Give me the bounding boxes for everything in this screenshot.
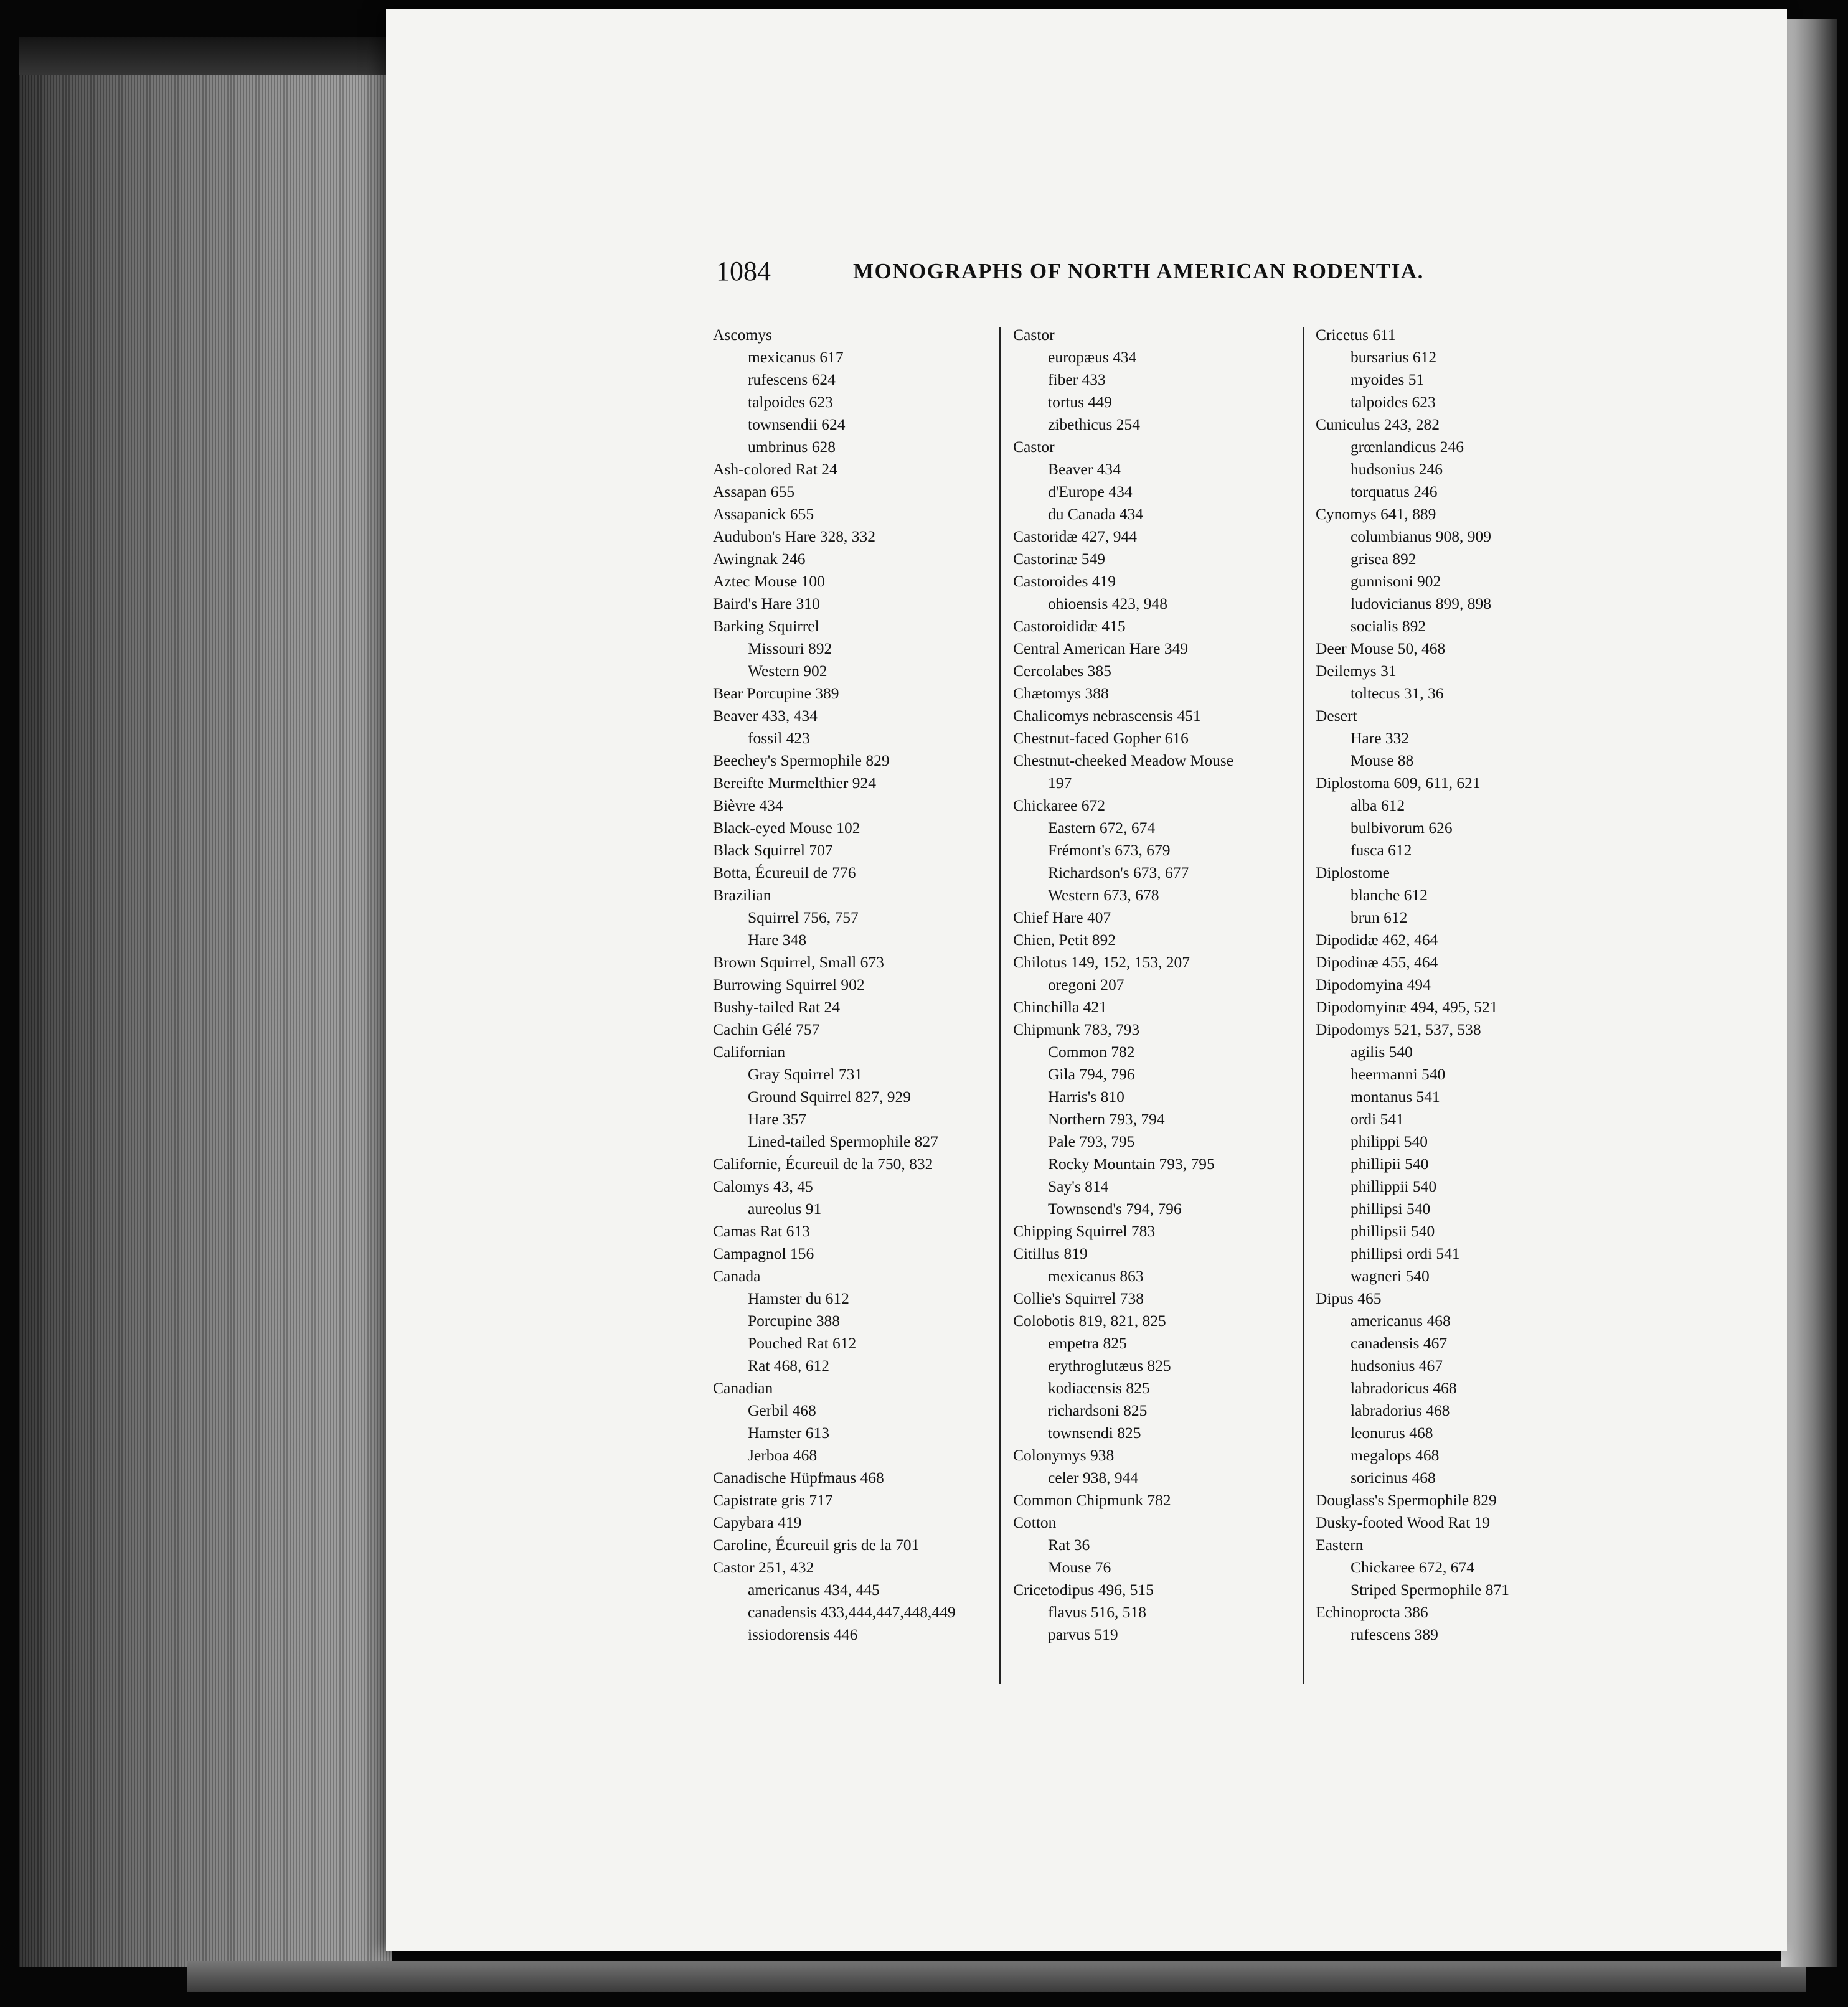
index-entry: Chipping Squirrel 783: [1013, 1222, 1156, 1240]
index-subentry: phillipsii 540: [1351, 1222, 1435, 1240]
index-entry: Dusky-footed Wood Rat 19: [1316, 1513, 1491, 1531]
index-subentry: socialis 892: [1351, 617, 1426, 635]
index-subentry: americanus 468: [1351, 1312, 1451, 1330]
index-subentry: alba 612: [1351, 796, 1405, 814]
index-subentry: Rocky Mountain 793, 795: [1048, 1155, 1215, 1173]
index-entry: Dipodidæ 462, 464: [1316, 931, 1438, 949]
index-subentry: Gray Squirrel 731: [748, 1065, 863, 1083]
index-subentry: grœnlandicus 246: [1351, 438, 1464, 456]
index-subentry: rufescens 624: [748, 370, 836, 388]
index-entry: Chalicomys nebrascensis 451: [1013, 707, 1201, 725]
index-subentry: bulbivorum 626: [1351, 819, 1453, 837]
index-subentry: Hare 332: [1351, 729, 1410, 747]
index-entry: Capistrate gris 717: [713, 1491, 833, 1509]
index-entry: Burrowing Squirrel 902: [713, 975, 865, 994]
index-entry: Beechey's Spermophile 829: [713, 751, 890, 769]
index-subentry: ordi 541: [1351, 1110, 1404, 1128]
index-subentry: canadensis 467: [1351, 1334, 1448, 1352]
index-entry: Colobotis 819, 821, 825: [1013, 1312, 1166, 1330]
index-subentry: richardsoni 825: [1048, 1401, 1148, 1419]
index-subentry: Pale 793, 795: [1048, 1132, 1135, 1150]
index-entry: Common Chipmunk 782: [1013, 1491, 1171, 1509]
index-entry: Chilotus 149, 152, 153, 207: [1013, 953, 1190, 971]
index-subentry: umbrinus 628: [748, 438, 836, 456]
index-entry: Castor: [1013, 438, 1055, 456]
index-subentry: Harris's 810: [1048, 1088, 1124, 1106]
page-number: 1084: [716, 256, 771, 286]
index-subentry: hudsonius 246: [1351, 460, 1443, 478]
index-subentry: myoides 51: [1351, 370, 1425, 388]
index-subentry: fiber 433: [1048, 370, 1106, 388]
index-entry: Capybara 419: [713, 1513, 802, 1531]
index-subentry: 197: [1048, 774, 1072, 792]
index-entry: Castoroides 419: [1013, 572, 1116, 590]
index-subentry: townsendi 825: [1048, 1424, 1141, 1442]
index-entry: Black-eyed Mouse 102: [713, 819, 860, 837]
index-column-2: [1013, 324, 1312, 1646]
index-subentry: du Canada 434: [1048, 505, 1143, 523]
running-title: MONOGRAPHS OF NORTH AMERICAN RODENTIA.: [853, 259, 1424, 283]
index-subentry: aureolus 91: [748, 1200, 822, 1218]
index-entry: Dipus 465: [1316, 1289, 1382, 1307]
index-subentry: Gila 794, 796: [1048, 1065, 1135, 1083]
index-subentry: Frémont's 673, 679: [1048, 841, 1171, 859]
index-entry: Brown Squirrel, Small 673: [713, 953, 884, 971]
index-entry: Dipodomyina 494: [1316, 975, 1431, 994]
index-subentry: Western 902: [748, 662, 827, 680]
index-entry: Desert: [1316, 707, 1357, 725]
index-entry: Dipodomyinæ 494, 495, 521: [1316, 998, 1498, 1016]
index-entry: Collie's Squirrel 738: [1013, 1289, 1144, 1307]
index-entry: Chestnut-cheeked Meadow Mouse: [1013, 751, 1234, 769]
index-subentry: Missouri 892: [748, 639, 832, 657]
index-subentry: blanche 612: [1351, 886, 1428, 904]
index-subentry: flavus 516, 518: [1048, 1603, 1146, 1621]
index-entry: Diplostoma 609, 611, 621: [1316, 774, 1481, 792]
index-subentry: Hamster du 612: [748, 1289, 849, 1307]
index-subentry: Eastern 672, 674: [1048, 819, 1156, 837]
index-subentry: ohioensis 423, 948: [1048, 595, 1167, 613]
index-entry: Black Squirrel 707: [713, 841, 833, 859]
index-subentry: Western 673, 678: [1048, 886, 1159, 904]
index-entry: Bear Porcupine 389: [713, 684, 839, 702]
index-subentry: Say's 814: [1048, 1177, 1109, 1195]
index-entry: Caroline, Écureuil gris de la 701: [713, 1536, 920, 1554]
index-entry: Cricetodipus 496, 515: [1013, 1581, 1154, 1599]
index-subentry: phillipsi 540: [1351, 1200, 1431, 1218]
index-subentry: philippi 540: [1351, 1132, 1428, 1150]
index-subentry: Rat 36: [1048, 1536, 1090, 1554]
index-subentry: grisea 892: [1351, 550, 1417, 568]
index-subentry: fossil 423: [748, 729, 810, 747]
index-entry: Dipodomys 521, 537, 538: [1316, 1020, 1481, 1038]
index-column-1: [713, 324, 1012, 1646]
index-entry: Campagnol 156: [713, 1244, 814, 1262]
index-entry: Aztec Mouse 100: [713, 572, 825, 590]
index-entry: Canada: [713, 1267, 761, 1285]
index-entry: Californian: [713, 1043, 786, 1061]
index-subentry: talpoides 623: [748, 393, 833, 411]
index-subentry: issiodorensis 446: [748, 1625, 858, 1643]
index-subentry: talpoides 623: [1351, 393, 1436, 411]
book-page-edges: [19, 75, 392, 1967]
index-subentry: empetra 825: [1048, 1334, 1127, 1352]
index-subentry: heermanni 540: [1351, 1065, 1446, 1083]
index-entry: Douglass's Spermophile 829: [1316, 1491, 1497, 1509]
index-subentry: columbianus 908, 909: [1351, 527, 1491, 545]
index-subentry: Squirrel 756, 757: [748, 908, 859, 926]
index-subentry: torquatus 246: [1351, 482, 1438, 501]
index-entry: Calomys 43, 45: [713, 1177, 813, 1195]
index-subentry: soricinus 468: [1351, 1469, 1436, 1487]
book-bottom-edge: [187, 1961, 1806, 1992]
index-subentry: Ground Squirrel 827, 929: [748, 1088, 912, 1106]
index-subentry: Beaver 434: [1048, 460, 1121, 478]
index-subentry: parvus 519: [1048, 1625, 1118, 1643]
index-subentry: phillipsi ordi 541: [1351, 1244, 1460, 1262]
index-subentry: zibethicus 254: [1048, 415, 1141, 433]
index-subentry: labradorius 468: [1351, 1401, 1450, 1419]
index-subentry: mexicanus 617: [748, 348, 844, 366]
index-entry: Castor 251, 432: [713, 1558, 814, 1576]
index-entry: Central American Hare 349: [1013, 639, 1189, 657]
index-entry: Ascomys: [713, 326, 772, 344]
index-subentry: americanus 434, 445: [748, 1581, 880, 1599]
index-subentry: d'Europe 434: [1048, 482, 1133, 501]
index-subentry: leonurus 468: [1351, 1424, 1433, 1442]
index-entry: Castor: [1013, 326, 1055, 344]
index-subentry: Porcupine 388: [748, 1312, 841, 1330]
index-entry: Canadische Hüpfmaus 468: [713, 1469, 884, 1487]
index-subentry: bursarius 612: [1351, 348, 1437, 366]
page-header: [716, 255, 1482, 293]
index-entry: Castoroididæ 415: [1013, 617, 1126, 635]
index-entry: Diplostome: [1316, 863, 1390, 881]
index-subentry: Mouse 88: [1351, 751, 1414, 769]
index-entry: Deer Mouse 50, 468: [1316, 639, 1446, 657]
index-entry: Cynomys 641, 889: [1316, 505, 1436, 523]
index-entry: Citillus 819: [1013, 1244, 1088, 1262]
index-subentry: Jerboa 468: [748, 1446, 818, 1464]
index-entry: Chien, Petit 892: [1013, 931, 1116, 949]
index-entry: Bushy-tailed Rat 24: [713, 998, 840, 1016]
index-subentry: megalops 468: [1351, 1446, 1440, 1464]
index-subentry: Lined-tailed Spermophile 827: [748, 1132, 938, 1150]
index-subentry: Townsend's 794, 796: [1048, 1200, 1182, 1218]
index-subentry: agilis 540: [1351, 1043, 1413, 1061]
index-entry: Cotton: [1013, 1513, 1057, 1531]
index-subentry: wagneri 540: [1351, 1267, 1430, 1285]
index-entry: Cuniculus 243, 282: [1316, 415, 1440, 433]
index-subentry: labradoricus 468: [1351, 1379, 1457, 1397]
index-subentry: kodiacensis 825: [1048, 1379, 1150, 1397]
index-subentry: Striped Spermophile 871: [1351, 1581, 1509, 1599]
index-entry: Castorinæ 549: [1013, 550, 1106, 568]
index-entry: Bièvre 434: [713, 796, 783, 814]
index-entry: Deilemys 31: [1316, 662, 1397, 680]
index-subentry: mexicanus 863: [1048, 1267, 1144, 1285]
index-entry: Bereifte Murmelthier 924: [713, 774, 876, 792]
index-entry: Chinchilla 421: [1013, 998, 1107, 1016]
index-entry: Canadian: [713, 1379, 773, 1397]
index-entry: Ash-colored Rat 24: [713, 460, 837, 478]
index-subentry: phillippii 540: [1351, 1177, 1437, 1195]
index-entry: Botta, Écureuil de 776: [713, 863, 856, 881]
index-entry: Eastern: [1316, 1536, 1364, 1554]
index-subentry: montanus 541: [1351, 1088, 1440, 1106]
index-subentry: celer 938, 944: [1048, 1469, 1139, 1487]
index-subentry: Hare 357: [748, 1110, 807, 1128]
index-subentry: oregoni 207: [1048, 975, 1124, 994]
index-subentry: europæus 434: [1048, 348, 1137, 366]
column-rule: [999, 327, 1001, 1684]
index-entry: Chickaree 672: [1013, 796, 1105, 814]
index-entry: Cricetus 611: [1316, 326, 1396, 344]
index-subentry: townsendii 624: [748, 415, 846, 433]
index-subentry: rufescens 389: [1351, 1625, 1438, 1643]
index-entry: Cachin Gélé 757: [713, 1020, 820, 1038]
index-entry: Camas Rat 613: [713, 1222, 810, 1240]
right-page-shadow: [1781, 19, 1837, 1967]
index-entry: Brazilian: [713, 886, 771, 904]
index-subentry: Northern 793, 794: [1048, 1110, 1165, 1128]
index-subentry: fusca 612: [1351, 841, 1412, 859]
index-subentry: Pouched Rat 612: [748, 1334, 857, 1352]
index-subentry: hudsonius 467: [1351, 1356, 1443, 1375]
index-subentry: canadensis 433,444,447,448,449: [748, 1603, 956, 1621]
index-entry: Assapan 655: [713, 482, 795, 501]
index-entry: Baird's Hare 310: [713, 595, 820, 613]
index-subentry: Chickaree 672, 674: [1351, 1558, 1474, 1576]
column-rule: [1303, 327, 1304, 1684]
index-subentry: Gerbil 468: [748, 1401, 816, 1419]
index-subentry: erythroglutæus 825: [1048, 1356, 1171, 1375]
index-subentry: tortus 449: [1048, 393, 1112, 411]
index-entry: Assapanick 655: [713, 505, 814, 523]
index-subentry: Mouse 76: [1048, 1558, 1111, 1576]
index-entry: Chief Hare 407: [1013, 908, 1111, 926]
index-entry: Colonymys 938: [1013, 1446, 1115, 1464]
index-subentry: Common 782: [1048, 1043, 1135, 1061]
index-subentry: phillipii 540: [1351, 1155, 1429, 1173]
index-entry: Cercolabes 385: [1013, 662, 1111, 680]
index-entry: Chestnut-faced Gopher 616: [1013, 729, 1189, 747]
index-subentry: brun 612: [1351, 908, 1408, 926]
index-entry: Californie, Écureuil de la 750, 832: [713, 1155, 933, 1173]
index-entry: Beaver 433, 434: [713, 707, 818, 725]
index-entry: Barking Squirrel: [713, 617, 819, 635]
index-column-3: [1316, 324, 1615, 1646]
index-entry: Castoridæ 427, 944: [1013, 527, 1138, 545]
index-entry: Chipmunk 783, 793: [1013, 1020, 1140, 1038]
index-entry: Audubon's Hare 328, 332: [713, 527, 875, 545]
index-entry: Awingnak 246: [713, 550, 806, 568]
index-subentry: toltecus 31, 36: [1351, 684, 1444, 702]
index-subentry: gunnisoni 902: [1351, 572, 1441, 590]
index-subentry: Richardson's 673, 677: [1048, 863, 1189, 881]
index-subentry: Hamster 613: [748, 1424, 830, 1442]
index-entry: Chætomys 388: [1013, 684, 1109, 702]
index-entry: Echinoprocta 386: [1316, 1603, 1428, 1621]
index-entry: Dipodinæ 455, 464: [1316, 953, 1438, 971]
index-subentry: ludovicianus 899, 898: [1351, 595, 1491, 613]
index-subentry: Hare 348: [748, 931, 807, 949]
index-subentry: Rat 468, 612: [748, 1356, 830, 1375]
